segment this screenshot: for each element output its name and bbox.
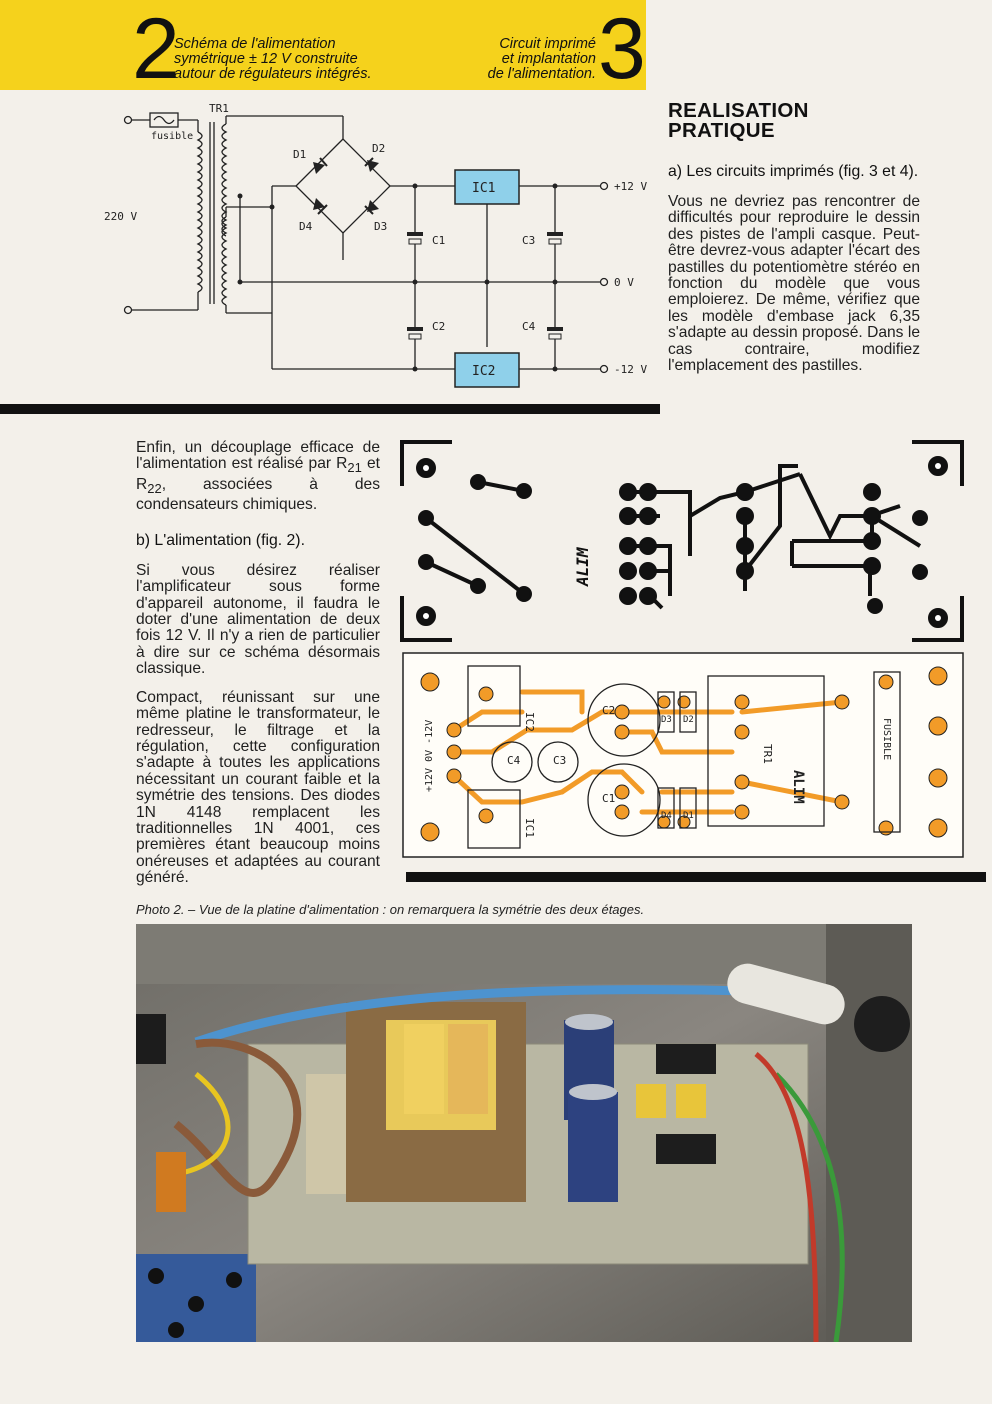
fig2-caption-line: Schéma de l'alimentation (174, 36, 336, 52)
photo-power-supply-board (136, 924, 912, 1342)
fuse-label: fusible (151, 131, 194, 142)
subheading-b: b) L'alimentation (fig. 2). (136, 531, 305, 549)
subheading-a: a) Les circuits imprimés (fig. 3 et 4). (668, 163, 919, 180)
subscript: 21 (347, 460, 362, 476)
power-supply-schematic (0, 92, 660, 402)
d2-label: D2 (372, 142, 386, 155)
zero-output-label: 0 V (614, 276, 634, 289)
ic1-label: IC1 (472, 181, 496, 196)
figure-3-caption (470, 37, 596, 82)
tr1-label: TR1 (209, 102, 229, 115)
title-line: PRATIQUE (668, 119, 775, 142)
subscript: 22 (147, 481, 162, 497)
c4-label: C4 (522, 320, 536, 333)
d4-label: D4 (299, 220, 313, 233)
title-line: REALISATION (668, 99, 809, 122)
c3-label: C3 (522, 234, 536, 247)
implant-fuse: FUSIBLE (881, 718, 892, 761)
implant-d3: D3 (661, 715, 672, 725)
d3-label: D3 (374, 220, 388, 233)
neg-output-label: -12 V (614, 363, 648, 376)
implant-c3: C3 (553, 754, 567, 767)
section-title (668, 101, 920, 141)
implant-d1: D1 (683, 811, 694, 821)
paragraph-b2: Compact, réunissant sur une même platine le transformateur, le redresseur, le filtrage et la régulation, cette configuration s'adapte à toutes les applications nécessitant un courant faible et la symétrie des tensions. Des diodes 1N 4148 remplacent les traditionnelles 1N 4001, ces premières étant beaucoup moins onéreuses et adaptées au courant généré. (136, 688, 380, 887)
implant-c1: C1 (602, 792, 616, 805)
implant-ic2: IC2 (523, 712, 536, 732)
text-run: , associées à des condensateurs chimiques. (136, 475, 380, 514)
paragraph-a: Vous ne devriez pas rencontrer de difficultés pour reproduire le dessin des pistes de l'ampli casque. Peut-être devrez-vous adapter l'écart des pastilles du potentiomètre stéréo en fonction du modèle que vous emploierez. De même, vérifiez que les modèle d'embase jack 6,35 s'adapte au dessin proposé. Dans le cas contraire, modifiez l'emplacement des pastilles. (668, 193, 920, 375)
fig3-caption-line: et implantation (501, 51, 596, 67)
fig2-caption-line: symétrique ± 12 V construite (174, 51, 358, 67)
ic2-label: IC2 (472, 364, 496, 379)
figure-2-caption (174, 37, 394, 82)
mains-label: 220 V (104, 210, 138, 223)
implant-c4: C4 (507, 754, 521, 767)
text-run: Enfin, un découplage efficace de l'alimentation est réalisé par R (136, 439, 380, 473)
implant-alim: ALIM (790, 770, 806, 804)
section-rule (0, 404, 660, 414)
text-run: et R (136, 455, 380, 493)
paragraph-decoupling (136, 440, 380, 514)
pos-output-label: +12 V (614, 180, 648, 193)
pcb-copper-layout (400, 436, 966, 646)
implant-tr1: TR1 (761, 744, 774, 764)
paragraph-b1: Si vous désirez réaliser l'amplificateur sous forme d'appareil autonome, il faudra le doter d'une alimentation de deux fois 12 V. Il n'y a rien de particulier à dire sur ce schéma désormais classique. (136, 561, 380, 678)
implant-d2: D2 (683, 715, 694, 725)
fig3-caption-line: Circuit imprimé (499, 36, 596, 52)
c1-label: C1 (432, 234, 446, 247)
implant-d4: D4 (661, 811, 672, 821)
implant-outputs: +12V 0V -12V (424, 719, 435, 792)
pcb-component-layout (402, 652, 964, 858)
fig2-caption-line: autour de régulateurs intégrés. (174, 66, 372, 82)
implant-ic1: IC1 (523, 818, 536, 838)
section-realisation (668, 101, 920, 374)
figure-2-number: 2 (132, 1, 180, 97)
left-column (136, 440, 380, 899)
implant-c2: C2 (602, 704, 616, 717)
photo-caption: Photo 2. – Vue de la platine d'alimentation : on remarquera la symétrie des deux étages. (136, 902, 645, 917)
c2-label: C2 (432, 320, 446, 333)
pcb-copper-label: ALIM (573, 547, 592, 586)
section-rule (406, 872, 986, 882)
d1-label: D1 (293, 148, 307, 161)
fig3-caption-line: de l'alimentation. (487, 66, 596, 82)
figure-3-number: 3 (598, 1, 646, 97)
